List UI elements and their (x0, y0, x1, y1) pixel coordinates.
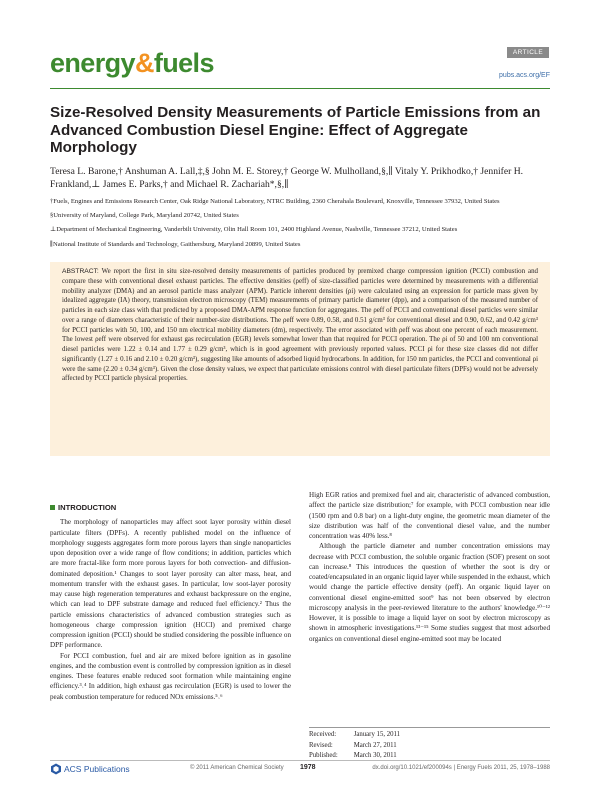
section-bullet-icon (50, 505, 55, 510)
affiliation-umd: §University of Maryland, College Park, Maryland 20742, United States (50, 212, 239, 220)
date-value: March 30, 2011 (353, 752, 397, 759)
intro-paragraph-2: For PCCI combustion, fuel and air are mixed before ignition as in gasoline engines, and the combustion event is controlled by compression ignition as in diesel engines. These features enable reduced soot formation while maintaining engine efficiency.³˒⁴ In addition, high exhaust gas recirculation (EGR) is used to lower the peak combustion temperature for reduced NOx emissions.⁵˒⁶ (50, 651, 291, 701)
page-number: 1978 (300, 764, 316, 771)
intro-paragraph-4: Although the particle diameter and number concentration emissions may decrease with PCCI combustion, the soluble organic fraction (SOF) present on soot can increase.⁸ This introduces the question of whether the soot is dry or coated/encapsulated in an organic liquid layer while suspended in the exhaust, which would change the particle effective density (ρeff). An organic liquid layer on conventional diesel engine-emitted soot⁹ has not been observed by electron microscopy analysis in the peer-reviewed literature to the authors' knowledge.¹⁰⁻¹² However, it is possible to image a liquid layer on soot by electron microscopy as shown in atmospheric investigations.¹³⁻¹⁵ Some studies suggest that most adsorbed organics on conventional diesel engine-emitted soot may be located (309, 542, 550, 643)
article-title: Size-Resolved Density Measurements of Particle Emissions from an Advanced Combustion Diesel Engine: Effect of Aggregate Morphology (50, 104, 541, 157)
abstract-text: We report the first in situ size-resolved density measurements of particles produced by premixed charge compression ignition (PCCI) combustion and compare these with conventional diesel exhaust particles. The effective densities (ρeff) of size-classified particles were determined by measurements with a differential mobility analyzer (DMA) and an aerosol particle mass analyzer (APM). Particle inherent densities (ρi) were calculated using an expression for particle mass given by idealized aggregate (IA) theory, transmission electron microscopy (TEM) measurements of primary particle diameter (dpp), and a comparison of the measured number of particles in each size class with that predicted by a proposed DMA-APM response function for aggregates. The ρeff of PCCI and conventional diesel particles were similar over a range of diameters characteristic of their number-size distributions. The ρeff were 0.89, 0.58, and 0.51 g/cm³ for conventional diesel and 0.90, 0.62, and 0.42 g/cm³ for PCCI particles with 50, 100, and 150 nm electrical mobility diameters (dm), respectively. The error associated with ρeff was about one percent of each measurement. The lowest ρeff were observed for exhaust gas recirculation (EGR) levels somewhat lower than that required for PCCI operation. The ρi of 50 and 100 nm conventional diesel particles were 1.22 ± 0.14 and 1.77 ± 0.29 g/cm³, which is in good agreement with previously reported values. PCCI ρi for these size classes did not differ significantly (1.27 ± 0.16 and 2.10 ± 0.20 g/cm³), suggesting like amounts of adsorbed liquid hydrocarbons. In addition, for 150 nm particles, the PCCI and conventional ρi were the same (2.20 ± 0.34 g/cm³). Given the close density values, we expect that particulate emissions control with diesel particulate filters (DPFs) would not be adversely affected by PCCI particle physical properties. (62, 268, 538, 383)
affiliation-vanderbilt: ⊥Department of Mechanical Engineering, Vanderbilt University, Olin Hall Room 101, 2400 Highland Avenue, Nashville, Tennessee 37212, United States (50, 226, 458, 234)
date-value: January 15, 2011 (353, 731, 401, 738)
affiliations (50, 197, 550, 254)
dates-divider (309, 727, 550, 728)
section-heading-introduction (50, 503, 291, 513)
abstract-label: ABSTRACT: (62, 268, 99, 275)
doi-citation-link[interactable]: dx.doi.org/10.1021/ef200094s | Energy Fuels 2011, 25, 1978–1988 (372, 765, 550, 771)
date-row-received (309, 730, 416, 741)
acs-hexagon-icon (50, 763, 62, 775)
footer-divider (50, 760, 550, 761)
header-divider (50, 88, 550, 89)
page-footer (50, 763, 550, 777)
journal-logo-part2: fuels (153, 48, 214, 78)
intro-paragraph-1: The morphology of nanoparticles may affect soot layer porosity within diesel particulate filters (DPFs). A recently published model on the influence of morphology suggests aggregates form more porous layers than single nanoparticles upon deposition over a wide range of flow conditions; in addition, particles which are more fractal-like form more porous layers for both convection- and diffusion-dominated deposition.¹ Changes to soot layer porosity can alter mass, heat, and momentum transfer with the exhaust gases. In particular, low soot-layer porosity may cause high regeneration temperatures and exhaust backpressure on the engine, which can lead to DPF substrate damage and reduced fuel efficiency.² Thus the particle emissions characteristics of advanced combustion strategies such as homogeneous charge compression ignition (HCCI) and premixed charge compression ignition (PCCI) should be studied considering the possible influence on DPF performance. (50, 518, 291, 650)
date-row-revised (309, 741, 416, 752)
date-label: Revised: (309, 741, 333, 749)
journal-logo-amp: & (134, 48, 154, 78)
affiliation-nist: ∥National Institute of Standards and Technology, Gaithersburg, Maryland 20899, United States (50, 240, 301, 248)
article-type-badge: ARTICLE (507, 47, 549, 58)
date-label: Published: (309, 752, 338, 759)
date-value: March 27, 2011 (353, 741, 397, 749)
affiliation-ornl: †Fuels, Engines and Emissions Research Center, Oak Ridge National Laboratory, NTRC Building, 2360 Cherahala Boulevard, Knoxville, Tennessee 37932, United States (50, 198, 500, 205)
body-column-right (309, 490, 550, 644)
acs-publications-label: ACS Publications (64, 764, 130, 774)
copyright-notice: © 2011 American Chemical Society (190, 765, 284, 771)
author-list: Teresa L. Barone,† Anshuman A. Lall,‡,§ John M. E. Storey,† George W. Mulholland,§,∥ Vitaly Y. Prikhodko,† Jennifer H. Frankland,⊥ James E. Parks,† and Michael R. Zachariah*,§,∥ (50, 166, 524, 190)
intro-paragraph-3: High EGR ratios and premixed fuel and air, characteristic of advanced combustion, affect the particle size distribution;⁷ for example, with PCCI combustion near idle (1500 rpm and 0.8 bar) on a light-duty engine, the geometric mean diameter of the size distribution was half of the conventional diesel value, and the number concentration was 40% less.⁸ (309, 491, 550, 540)
acs-publications-logo[interactable] (50, 763, 130, 775)
date-label: Received: (309, 731, 337, 738)
body-column-left (50, 503, 291, 702)
journal-url-link[interactable]: pubs.acs.org/EF (499, 72, 550, 79)
journal-logo (50, 48, 214, 79)
section-heading-label: INTRODUCTION (58, 503, 117, 512)
abstract-box (50, 262, 550, 456)
publication-dates (309, 730, 416, 762)
journal-logo-part1: energy (50, 48, 135, 78)
